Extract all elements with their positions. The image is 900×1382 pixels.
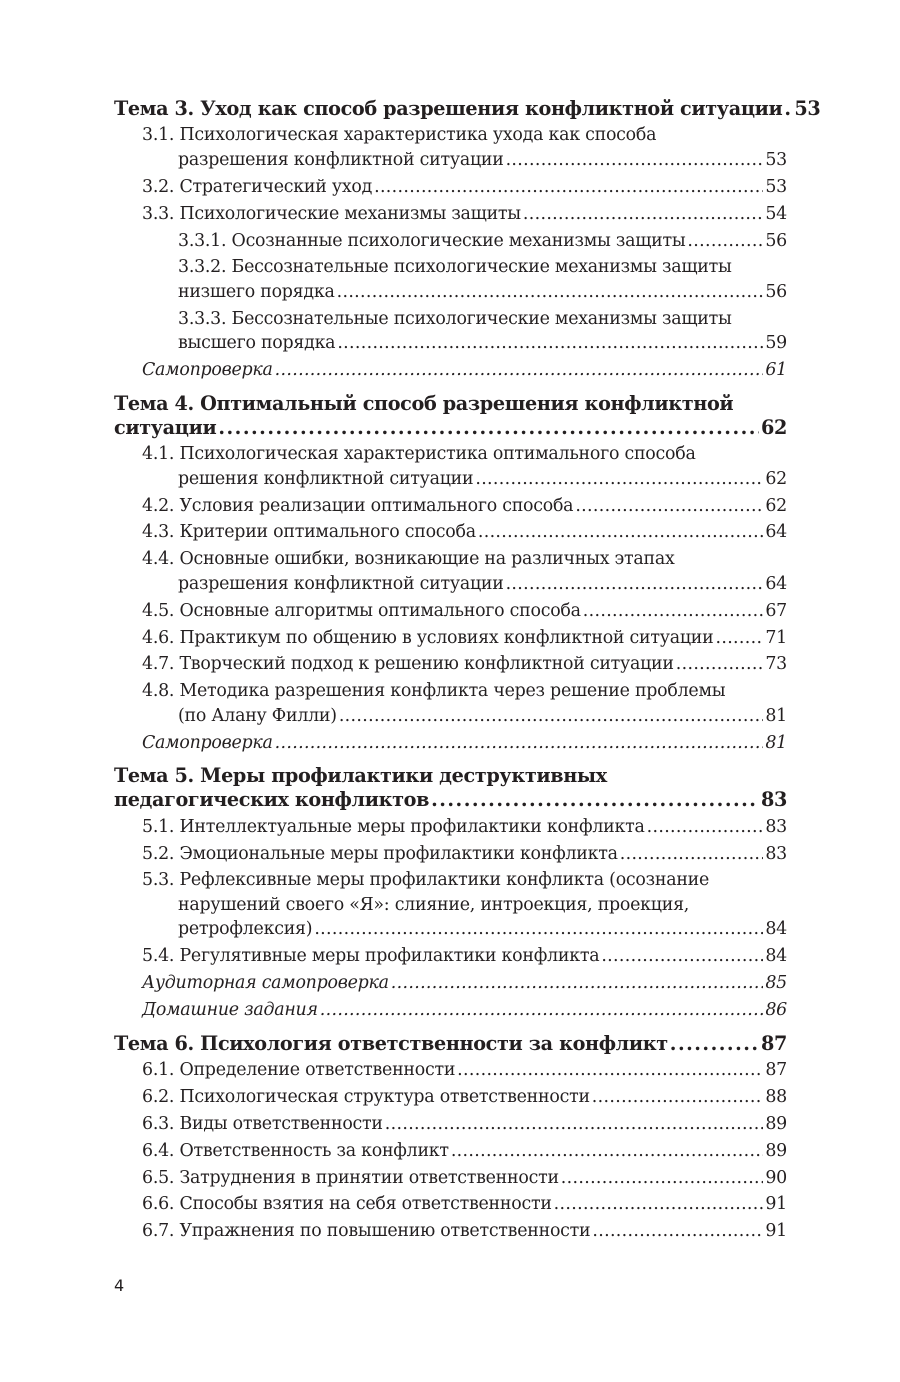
toc-entry-title-line: 6.6. Способы взятия на себя ответственности bbox=[142, 1194, 552, 1215]
toc-entry bbox=[114, 599, 787, 624]
page-number: 4 bbox=[114, 1276, 125, 1295]
dot-leader bbox=[575, 494, 763, 519]
toc-entry bbox=[114, 547, 787, 596]
toc-entry-title-line: 4.5. Основные алгоритмы оптимального способа bbox=[142, 600, 581, 621]
dot-leader bbox=[374, 175, 763, 200]
toc-page-number: 90 bbox=[765, 1167, 787, 1188]
toc-topic-heading bbox=[114, 97, 821, 121]
dot-leader bbox=[554, 1192, 764, 1217]
toc-entry-title-line: 5.4. Регулятивные меры профилактики конфликта bbox=[142, 946, 600, 967]
toc-entry bbox=[114, 255, 787, 304]
toc-entry bbox=[114, 1192, 787, 1217]
toc-page-number: 53 bbox=[794, 97, 821, 120]
toc-entry-title-line: Тема 5. Меры профилактики деструктивных bbox=[114, 764, 607, 788]
toc-italic-entry bbox=[114, 971, 787, 996]
toc-entry-title-line: разрешения конфликтной ситуации bbox=[178, 149, 504, 170]
toc-page-number: 91 bbox=[765, 1194, 787, 1215]
toc-entry-title-line: низшего порядка bbox=[178, 281, 335, 302]
dot-leader bbox=[523, 202, 763, 227]
toc-page-number: 81 bbox=[765, 705, 787, 726]
toc-page-number: 84 bbox=[765, 946, 787, 967]
toc-page-number: 53 bbox=[765, 176, 787, 197]
toc-entry bbox=[114, 520, 787, 545]
toc-page-number: 54 bbox=[765, 203, 787, 224]
dot-leader bbox=[583, 599, 764, 624]
dot-leader bbox=[506, 572, 764, 597]
dot-leader bbox=[320, 998, 764, 1023]
toc-page-number: 73 bbox=[765, 654, 787, 675]
toc-page-number: 85 bbox=[765, 973, 787, 994]
dot-leader bbox=[218, 416, 759, 440]
toc-entry-title-line: 5.2. Эмоциональные меры профилактики конфликта bbox=[142, 843, 618, 864]
toc-entry-title-line: разрешения конфликтной ситуации bbox=[178, 573, 504, 594]
toc-page-number: 86 bbox=[765, 1000, 787, 1021]
toc-page-number: 83 bbox=[760, 788, 787, 812]
dot-leader bbox=[506, 148, 764, 173]
toc-entry-title-line: педагогических конфликтов bbox=[114, 788, 430, 812]
toc-italic-entry bbox=[114, 731, 787, 756]
toc-entry bbox=[114, 442, 787, 491]
dot-leader bbox=[647, 815, 764, 840]
toc-page-number: 91 bbox=[765, 1221, 787, 1242]
toc-page-number: 71 bbox=[765, 627, 787, 648]
toc-entry-title-line: Тема 6. Психология ответственности за конфликт bbox=[114, 1031, 668, 1055]
toc-italic-entry bbox=[114, 358, 787, 383]
toc-page-number: 88 bbox=[765, 1086, 787, 1107]
toc-entry-title-line: 4.8. Методика разрешения конфликта через решение проблемы bbox=[142, 681, 726, 702]
toc-page-number: 84 bbox=[765, 919, 787, 940]
toc-entry-title-line: 3.3.1. Осознанные психологические механизмы защиты bbox=[178, 230, 686, 251]
toc-entry-title-line: ситуации bbox=[114, 415, 217, 439]
toc-entry-title-line: 3.1. Психологическая характеристика ухода как способа bbox=[142, 125, 657, 146]
toc-entry bbox=[114, 815, 787, 840]
toc-page-number: 89 bbox=[765, 1140, 787, 1161]
dot-leader bbox=[687, 229, 763, 254]
dot-leader bbox=[676, 652, 764, 677]
toc-entry bbox=[114, 1219, 787, 1244]
toc-page-number: 62 bbox=[765, 495, 787, 516]
toc-entry bbox=[114, 1166, 787, 1191]
dot-leader bbox=[592, 1219, 763, 1244]
toc-entry-title-line: ретрофлексия) bbox=[178, 919, 313, 940]
toc-entry-title-line: 6.1. Определение ответственности bbox=[142, 1059, 456, 1080]
toc-entry-title-line: 3.3.3. Бессознательные психологические механизмы защиты bbox=[178, 308, 732, 329]
toc-entry bbox=[114, 1058, 787, 1083]
toc-entry-title-line: 4.3. Критерии оптимального способа bbox=[142, 522, 476, 543]
toc-entry-title-line: 5.3. Рефлексивные меры профилактики конфликта (осознание bbox=[142, 870, 710, 891]
toc-entry bbox=[114, 842, 787, 867]
toc-topic-heading bbox=[114, 392, 787, 440]
toc-entry bbox=[114, 944, 787, 969]
dot-leader bbox=[337, 331, 763, 356]
toc-entry-title-line: 6.3. Виды ответственности bbox=[142, 1113, 383, 1134]
toc-entry-title-line: высшего порядка bbox=[178, 333, 336, 354]
toc-topic-heading bbox=[114, 764, 787, 812]
toc-entry bbox=[114, 626, 787, 651]
dot-leader bbox=[601, 944, 763, 969]
dot-leader bbox=[337, 280, 764, 305]
toc-page-number: 56 bbox=[765, 281, 787, 302]
toc-entry-title-line: 4.1. Психологическая характеристика оптимального способа bbox=[142, 444, 696, 465]
toc-entry-title-line: Тема 4. Оптимальный способ разрешения конфликтной bbox=[114, 391, 734, 415]
dot-leader bbox=[275, 731, 764, 756]
dot-leader bbox=[784, 97, 792, 121]
dot-leader bbox=[275, 358, 764, 383]
dot-leader bbox=[670, 1032, 759, 1056]
toc-entry-title-line: 3.3. Психологические механизмы защиты bbox=[142, 203, 521, 224]
toc-entry bbox=[114, 1139, 787, 1164]
toc-page-number: 89 bbox=[765, 1113, 787, 1134]
toc-entry-title-line: 6.5. Затруднения в принятии ответственности bbox=[142, 1167, 559, 1188]
dot-leader bbox=[715, 626, 763, 651]
toc-entry-title-line: 6.2. Психологическая структура ответственности bbox=[142, 1086, 590, 1107]
toc-entry-title-line: 6.7. Упражнения по повышению ответственности bbox=[142, 1221, 591, 1242]
toc-page-number: 53 bbox=[765, 149, 787, 170]
dot-leader bbox=[457, 1058, 763, 1083]
dot-leader bbox=[478, 520, 764, 545]
toc-page-number: 62 bbox=[760, 415, 787, 439]
toc-page-number: 59 bbox=[765, 333, 787, 354]
toc-entry bbox=[114, 175, 787, 200]
toc-page-number: 64 bbox=[765, 522, 787, 543]
toc-entry-title-line: (по Алану Филли) bbox=[178, 705, 337, 726]
toc-entry-title-line: 4.6. Практикум по общению в условиях конфликтной ситуации bbox=[142, 627, 714, 648]
toc-page-number: 83 bbox=[765, 843, 787, 864]
dot-leader bbox=[451, 1139, 764, 1164]
toc-entry bbox=[114, 229, 787, 254]
toc-entry bbox=[114, 307, 787, 356]
toc-entry-title-line: 4.4. Основные ошибки, возникающие на различных этапах bbox=[142, 549, 675, 570]
toc-italic-entry bbox=[114, 998, 787, 1023]
dot-leader bbox=[620, 842, 764, 867]
toc-entry bbox=[114, 123, 787, 172]
toc-page-number: 67 bbox=[765, 600, 787, 621]
dot-leader bbox=[431, 788, 759, 812]
toc-page-number: 83 bbox=[765, 816, 787, 837]
toc-entry-title-line: нарушений своего «Я»: слияние, интроекция, проекция, bbox=[178, 894, 690, 915]
toc-entry bbox=[114, 652, 787, 677]
toc-page-number: 87 bbox=[765, 1059, 787, 1080]
toc-entry-title-line: Домашние задания bbox=[142, 1000, 318, 1021]
toc-entry-title-line: 4.7. Творческий подход к решению конфликтной ситуации bbox=[142, 654, 674, 675]
dot-leader bbox=[339, 704, 764, 729]
toc-entry bbox=[114, 868, 787, 942]
toc-page-number: 56 bbox=[765, 230, 787, 251]
dot-leader bbox=[391, 971, 764, 996]
toc-page-number: 61 bbox=[765, 360, 787, 381]
toc-entry-title-line: решения конфликтной ситуации bbox=[178, 468, 474, 489]
dot-leader bbox=[475, 467, 763, 492]
toc-page-number: 81 bbox=[765, 732, 787, 753]
dot-leader bbox=[314, 917, 763, 942]
toc-entry bbox=[114, 679, 787, 728]
toc-page-number: 62 bbox=[765, 468, 787, 489]
toc-entry-title-line: Самопроверка bbox=[142, 360, 273, 381]
table-of-contents bbox=[114, 97, 821, 1244]
dot-leader bbox=[592, 1085, 764, 1110]
toc-entry bbox=[114, 202, 787, 227]
toc-entry-title-line: 6.4. Ответственность за конфликт bbox=[142, 1140, 449, 1161]
toc-page-number: 64 bbox=[765, 573, 787, 594]
toc-entry-title-line: 5.1. Интеллектуальные меры профилактики конфликта bbox=[142, 816, 645, 837]
dot-leader bbox=[561, 1166, 764, 1191]
toc-entry-title-line: Аудиторная самопроверка bbox=[142, 973, 389, 994]
dot-leader bbox=[385, 1112, 764, 1137]
toc-entry-title-line: Самопроверка bbox=[142, 732, 273, 753]
toc-entry-title-line: 3.2. Стратегический уход bbox=[142, 176, 373, 197]
toc-entry bbox=[114, 1112, 787, 1137]
toc-entry-title-line: 3.3.2. Бессознательные психологические механизмы защиты bbox=[178, 257, 732, 278]
toc-entry bbox=[114, 1085, 787, 1110]
toc-entry-title-line: 4.2. Условия реализации оптимального способа bbox=[142, 495, 574, 516]
toc-page-number: 87 bbox=[760, 1031, 787, 1055]
toc-entry-title-line: Тема 3. Уход как способ разрешения конфликтной ситуации bbox=[114, 97, 783, 120]
toc-topic-heading bbox=[114, 1032, 787, 1056]
toc-entry bbox=[114, 494, 787, 519]
